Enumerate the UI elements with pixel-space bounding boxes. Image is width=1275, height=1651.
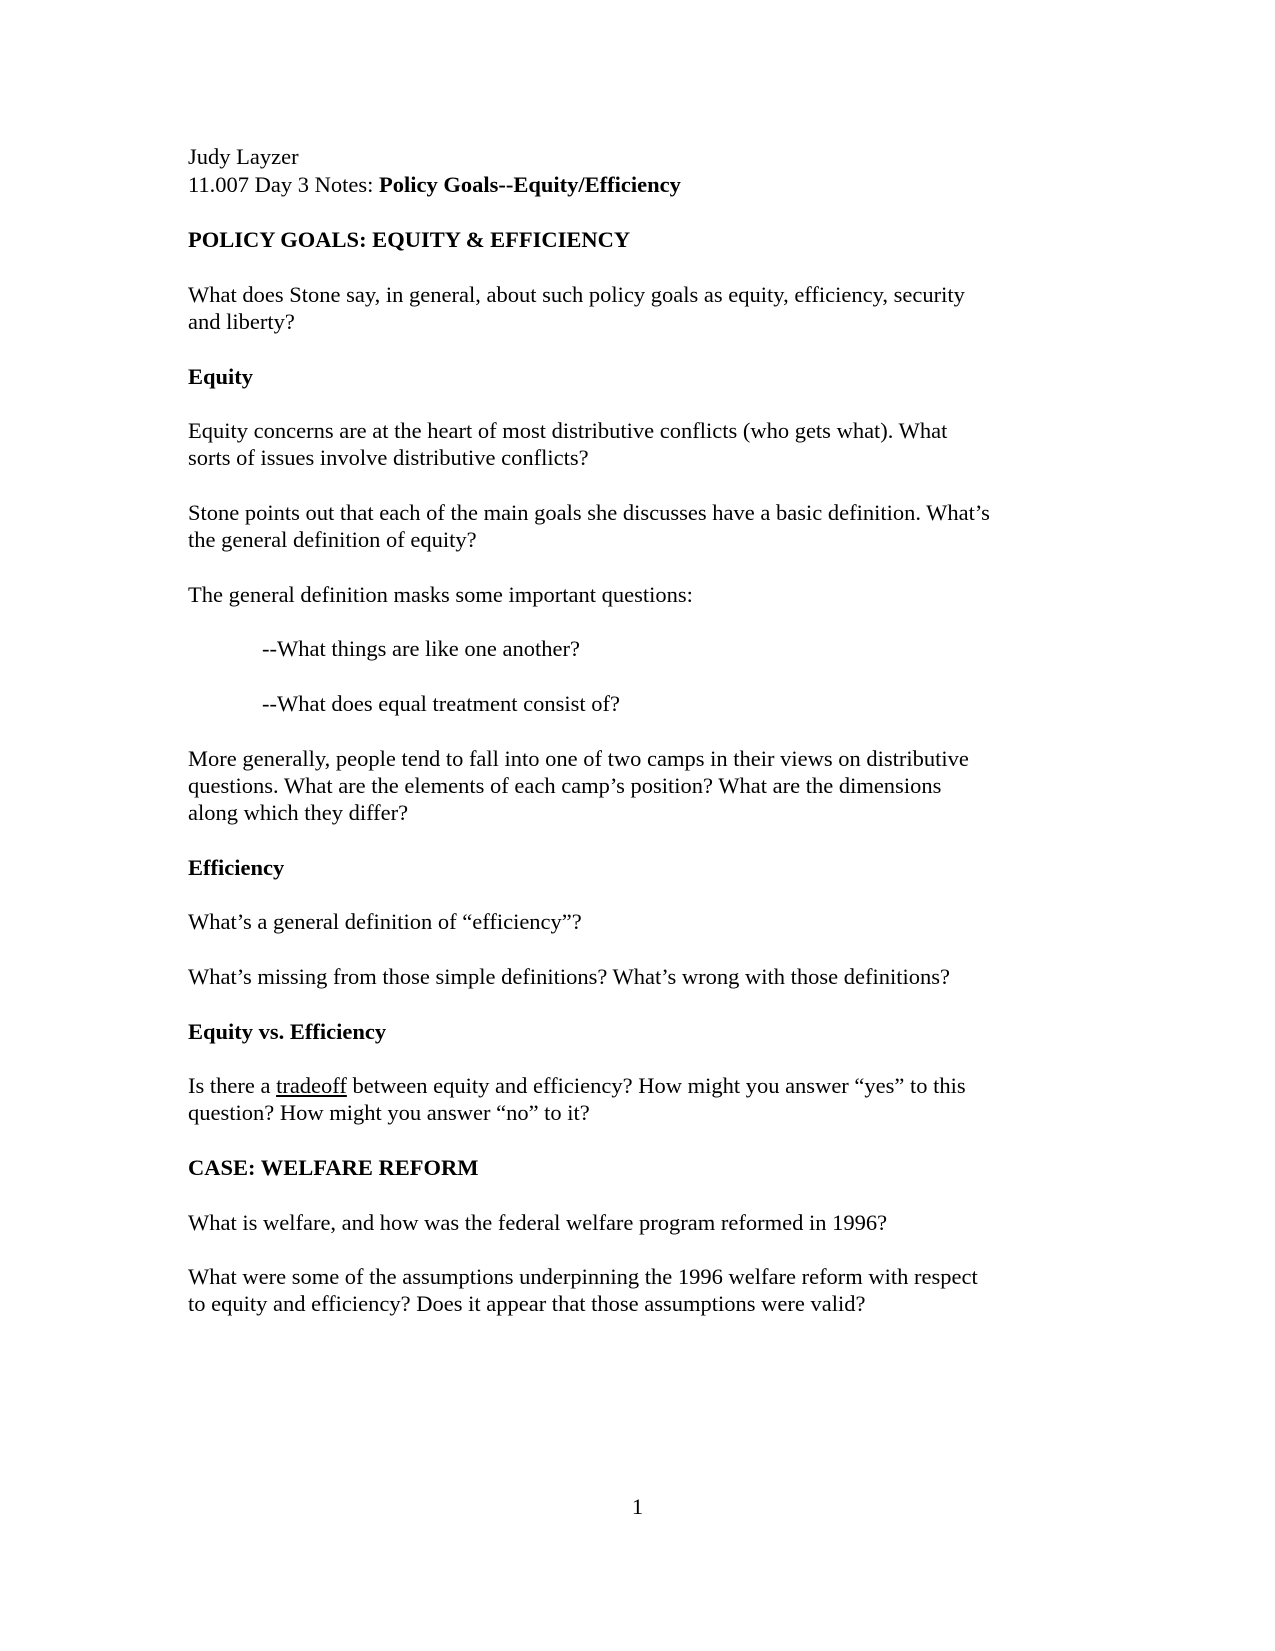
tradeoff-line-1-prefix: Is there a xyxy=(188,1073,277,1098)
equity-question-1: --What things are like one another? xyxy=(262,636,580,661)
equity-p4-line-3: along which they differ? xyxy=(188,800,409,825)
case-p1: What is welfare, and how was the federal welfare program reformed in 1996? xyxy=(188,1210,888,1235)
intro-line-1: What does Stone say, in general, about such policy goals as equity, efficiency, security xyxy=(188,282,965,307)
course-line xyxy=(188,170,681,199)
equity-p4-line-1: More generally, people tend to fall into one of two camps in their views on distributive xyxy=(188,746,969,771)
equity-p3: The general definition masks some important questions: xyxy=(188,582,693,607)
equity-p1-line-1: Equity concerns are at the heart of most distributive conflicts (who gets what). What xyxy=(188,418,948,443)
tradeoff-underlined-word: tradeoff xyxy=(276,1073,347,1098)
equity-question-2: --What does equal treatment consist of? xyxy=(262,691,620,716)
course-line-title: Policy Goals--Equity/Efficiency xyxy=(379,172,681,197)
page-number: 1 xyxy=(631,1493,644,1519)
efficiency-heading: Efficiency xyxy=(188,855,285,880)
efficiency-p1: What’s a general definition of “efficiency”? xyxy=(188,909,582,934)
tradeoff-heading: Equity vs. Efficiency xyxy=(188,1019,387,1044)
equity-p1-line-2: sorts of issues involve distributive conflicts? xyxy=(188,445,589,470)
case-p2-line-1: What were some of the assumptions underpinning the 1996 welfare reform with respect xyxy=(188,1264,978,1289)
tradeoff-line-1 xyxy=(188,1071,966,1100)
efficiency-p2: What’s missing from those simple definitions? What’s wrong with those definitions? xyxy=(188,964,950,989)
main-heading: POLICY GOALS: EQUITY & EFFICIENCY xyxy=(188,227,631,252)
course-line-prefix: 11.007 Day 3 Notes: xyxy=(188,172,380,197)
equity-p2-line-2: the general definition of equity? xyxy=(188,527,477,552)
case-heading: CASE: WELFARE REFORM xyxy=(188,1155,479,1180)
equity-p4-line-2: questions. What are the elements of each camp’s position? What are the dimensions xyxy=(188,773,942,798)
intro-line-2: and liberty? xyxy=(188,309,295,334)
equity-p2-line-1: Stone points out that each of the main goals she discusses have a basic definition. What’s xyxy=(188,500,990,525)
author-name: Judy Layzer xyxy=(188,144,299,169)
equity-heading: Equity xyxy=(188,364,254,389)
tradeoff-line-1-suffix: between equity and efficiency? How might you answer “yes” to this xyxy=(346,1073,966,1098)
tradeoff-line-2: question? How might you answer “no” to it? xyxy=(188,1100,590,1125)
case-p2-line-2: to equity and efficiency? Does it appear that those assumptions were valid? xyxy=(188,1291,866,1316)
